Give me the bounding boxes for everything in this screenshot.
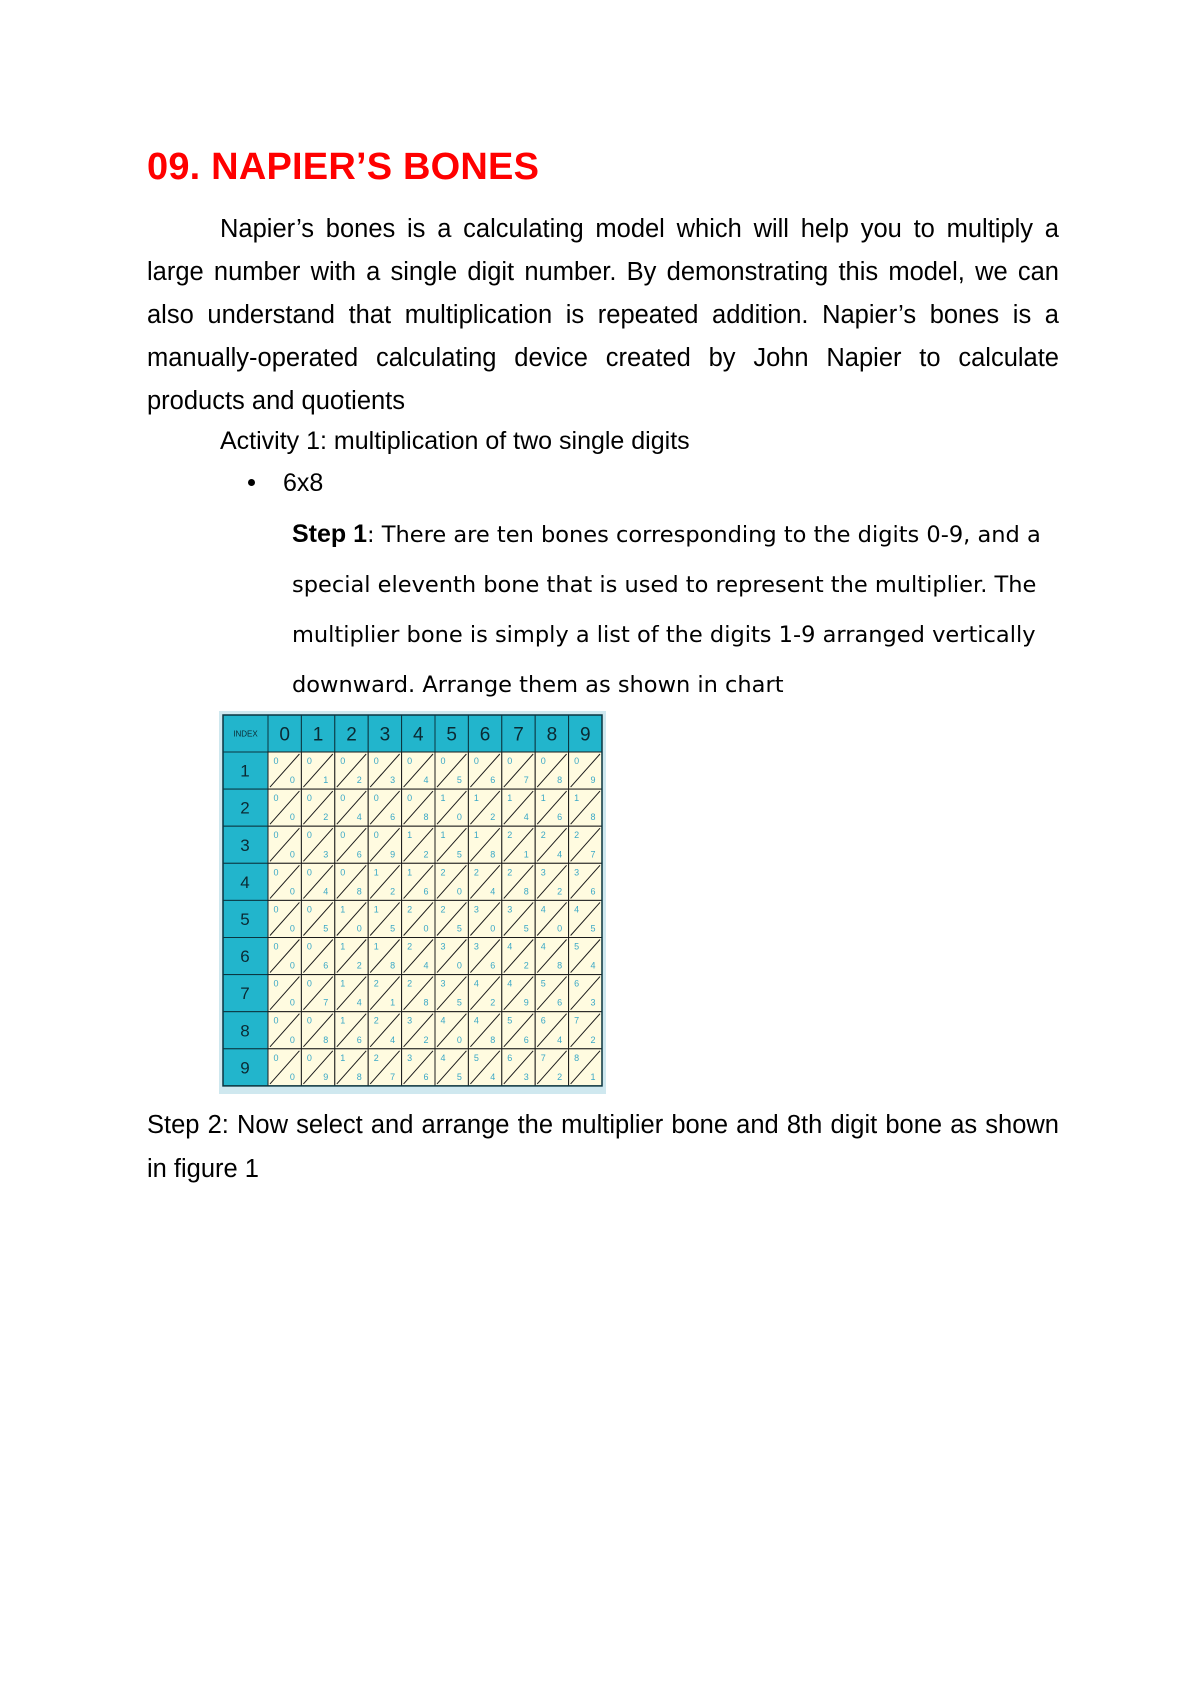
- bone-units-digit: 9: [323, 1071, 329, 1082]
- bone-tens-digit: 7: [540, 1052, 546, 1063]
- step2-paragraph: Step 2: Now select and arrange the multiplier bone and 8th digit bone as shown in figure 1: [147, 1111, 1059, 1183]
- bullet-item-text: 6x8: [283, 469, 324, 497]
- bone-units-digit: 1: [590, 1071, 596, 1082]
- intro-paragraph: Napier’s bones is a calculating model which will help you to multiply a large number with a single digit number. By demonstrating this model, we can also understand that multiplication is repeated addition. Napier’s bones is a manually-operated calculating device created by John Napier to calculate products and quotients: [147, 215, 1059, 415]
- bone-units-digit: 0: [289, 960, 295, 971]
- bone-units-digit: 6: [557, 812, 563, 823]
- bone-tens-digit: 8: [574, 1052, 580, 1063]
- bone-tens-digit: 0: [306, 756, 312, 766]
- bone-units-digit: 0: [423, 923, 429, 934]
- bone-tens-digit: 0: [306, 978, 312, 989]
- bone-units-digit: 6: [490, 960, 496, 971]
- bone-tens-digit: 0: [340, 830, 346, 841]
- bone-tens-digit: 2: [473, 867, 479, 878]
- bone-tens-digit: 0: [306, 904, 312, 915]
- bone-units-digit: 6: [490, 775, 496, 786]
- bone-units-digit: 6: [423, 886, 429, 897]
- bone-tens-digit: 0: [373, 756, 379, 766]
- bone-tens-digit: 0: [306, 941, 312, 952]
- bone-units-digit: 0: [456, 1034, 462, 1045]
- column-header-label: 1: [312, 724, 324, 746]
- bone-units-digit: 5: [456, 923, 462, 934]
- bone-units-digit: 4: [490, 886, 496, 897]
- bone-units-digit: 0: [289, 997, 295, 1008]
- bone-tens-digit: 1: [574, 793, 580, 804]
- column-header-label: 3: [379, 724, 391, 746]
- bone-units-digit: 0: [289, 849, 295, 860]
- bone-units-digit: 2: [490, 812, 496, 823]
- bone-units-digit: 2: [323, 812, 329, 823]
- bone-units-digit: 0: [289, 923, 295, 934]
- bone-tens-digit: 0: [340, 793, 346, 804]
- bone-units-digit: 4: [557, 1034, 563, 1045]
- bone-units-digit: 4: [323, 886, 329, 897]
- bone-tens-digit: 0: [373, 830, 379, 841]
- bone-tens-digit: 1: [507, 793, 513, 804]
- bone-units-digit: 6: [323, 960, 329, 971]
- bone-units-digit: 4: [356, 997, 362, 1008]
- bone-units-digit: 5: [523, 923, 529, 934]
- bullet-item: [248, 466, 323, 500]
- bone-units-digit: 5: [323, 923, 329, 934]
- bone-tens-digit: 1: [373, 867, 379, 878]
- step1-paragraph: [292, 509, 1059, 710]
- bone-units-digit: 6: [390, 812, 396, 823]
- bone-tens-digit: 2: [373, 978, 379, 989]
- bone-tens-digit: 1: [373, 941, 379, 952]
- bone-tens-digit: 4: [507, 941, 513, 952]
- bone-tens-digit: 2: [407, 941, 413, 952]
- bone-tens-digit: 1: [407, 867, 413, 878]
- column-header-label: 5: [446, 724, 457, 746]
- bone-tens-digit: 1: [407, 830, 413, 841]
- bone-units-digit: 8: [557, 960, 563, 971]
- bone-units-digit: 8: [356, 886, 362, 897]
- bone-units-digit: 4: [390, 1034, 396, 1045]
- bone-units-digit: 4: [490, 1071, 496, 1082]
- bullet-icon: [248, 479, 255, 486]
- column-header-label: 7: [513, 724, 524, 746]
- bone-units-digit: 6: [590, 886, 596, 897]
- bone-units-digit: 5: [456, 997, 462, 1008]
- bone-tens-digit: 0: [407, 793, 413, 804]
- page-title: 09. NAPIER’S BONES: [147, 146, 540, 188]
- bone-units-digit: 8: [490, 849, 496, 860]
- bone-tens-digit: 2: [407, 978, 413, 989]
- bone-units-digit: 0: [456, 886, 462, 897]
- bone-tens-digit: 4: [507, 978, 513, 989]
- napier-bones-svg: [219, 711, 606, 1094]
- row-header-label: 8: [240, 1021, 250, 1041]
- row-header-label: 5: [240, 909, 250, 929]
- bone-tens-digit: 2: [507, 830, 513, 841]
- bone-tens-digit: 5: [574, 941, 580, 952]
- bone-units-digit: 4: [523, 812, 529, 823]
- bone-tens-digit: 2: [507, 867, 513, 878]
- bone-units-digit: 0: [289, 775, 295, 786]
- bone-units-digit: 3: [323, 849, 329, 860]
- bone-tens-digit: 0: [273, 978, 279, 989]
- row-header-label: 9: [240, 1058, 250, 1078]
- bone-tens-digit: 6: [574, 978, 580, 989]
- bone-tens-digit: 0: [306, 1052, 312, 1063]
- bone-units-digit: 0: [289, 886, 295, 897]
- bone-tens-digit: 0: [473, 756, 479, 766]
- row-header-label: 4: [240, 872, 250, 892]
- bone-tens-digit: 0: [574, 756, 580, 766]
- bone-units-digit: 8: [590, 812, 596, 823]
- bone-tens-digit: 4: [540, 941, 546, 952]
- bone-units-digit: 5: [456, 849, 462, 860]
- bone-tens-digit: 0: [273, 830, 279, 841]
- bone-units-digit: 8: [423, 812, 429, 823]
- bone-units-digit: 2: [490, 997, 496, 1008]
- bone-tens-digit: 1: [340, 1015, 346, 1026]
- bone-tens-digit: 5: [507, 1015, 513, 1026]
- bone-units-digit: 2: [423, 849, 429, 860]
- bone-units-digit: 0: [456, 960, 462, 971]
- bone-tens-digit: 6: [507, 1052, 513, 1063]
- bone-tens-digit: 3: [407, 1052, 413, 1063]
- bone-tens-digit: 5: [540, 978, 546, 989]
- bone-tens-digit: 0: [507, 756, 513, 766]
- bone-units-digit: 8: [490, 1034, 496, 1045]
- bone-units-digit: 4: [423, 775, 429, 786]
- bone-tens-digit: 1: [373, 904, 379, 915]
- bone-tens-digit: 3: [440, 941, 446, 952]
- bone-units-digit: 2: [423, 1034, 429, 1045]
- bone-units-digit: 2: [356, 960, 362, 971]
- bone-tens-digit: 2: [373, 1015, 379, 1026]
- bone-units-digit: 1: [323, 775, 329, 786]
- bone-tens-digit: 0: [340, 756, 346, 766]
- bone-units-digit: 1: [390, 997, 396, 1008]
- bone-units-digit: 0: [557, 923, 563, 934]
- bone-tens-digit: 1: [340, 941, 346, 952]
- bone-tens-digit: 0: [306, 793, 312, 804]
- bone-tens-digit: 2: [440, 867, 446, 878]
- bone-units-digit: 9: [390, 849, 396, 860]
- bone-tens-digit: 6: [540, 1015, 546, 1026]
- bone-tens-digit: 1: [473, 793, 479, 804]
- column-header-label: 2: [346, 724, 357, 746]
- bone-tens-digit: 1: [340, 904, 346, 915]
- bone-tens-digit: 0: [373, 793, 379, 804]
- bone-tens-digit: 4: [473, 978, 479, 989]
- step1-label: Step 1: [292, 520, 368, 548]
- row-header-label: 1: [240, 761, 250, 781]
- step1-text: : There are ten bones corresponding to the digits 0-9, and a special eleventh bone that is used to represent the multiplier. The multiplier bone is simply a list of the digits 1-9 arranged vertically downward. Arrange them as shown in chart: [292, 522, 1041, 698]
- bone-tens-digit: 3: [473, 904, 479, 915]
- bone-tens-digit: 0: [540, 756, 546, 766]
- bone-units-digit: 6: [423, 1071, 429, 1082]
- activity-heading: Activity 1: multiplication of two single digits: [220, 427, 690, 455]
- bone-tens-digit: 3: [440, 978, 446, 989]
- bone-units-digit: 0: [289, 812, 295, 823]
- bone-units-digit: 8: [356, 1071, 362, 1082]
- bone-units-digit: 0: [289, 1034, 295, 1045]
- bone-units-digit: 8: [523, 886, 529, 897]
- bone-units-digit: 2: [557, 1071, 563, 1082]
- column-header-label: 9: [580, 724, 591, 746]
- bone-tens-digit: 0: [407, 756, 413, 766]
- column-header-label: 4: [413, 724, 424, 746]
- row-header-label: 2: [240, 798, 250, 818]
- bone-units-digit: 9: [523, 997, 529, 1008]
- bone-tens-digit: 0: [440, 756, 446, 766]
- bone-units-digit: 1: [523, 849, 529, 860]
- bone-tens-digit: 5: [473, 1052, 479, 1063]
- bone-units-digit: 3: [390, 775, 396, 786]
- bone-tens-digit: 7: [574, 1015, 580, 1026]
- bone-units-digit: 5: [590, 923, 596, 934]
- bone-units-digit: 2: [356, 775, 362, 786]
- bone-tens-digit: 3: [473, 941, 479, 952]
- bone-tens-digit: 0: [273, 904, 279, 915]
- bone-tens-digit: 0: [273, 941, 279, 952]
- bone-tens-digit: 1: [340, 978, 346, 989]
- bone-units-digit: 7: [390, 1071, 396, 1082]
- bone-units-digit: 8: [390, 960, 396, 971]
- column-header-label: 6: [479, 724, 491, 746]
- bone-tens-digit: 1: [440, 793, 446, 804]
- bone-units-digit: 3: [590, 997, 596, 1008]
- bone-tens-digit: 2: [574, 830, 580, 841]
- bone-tens-digit: 4: [473, 1015, 479, 1026]
- bone-tens-digit: 0: [273, 867, 279, 878]
- bone-units-digit: 8: [423, 997, 429, 1008]
- bone-tens-digit: 2: [373, 1052, 379, 1063]
- bone-tens-digit: 0: [273, 756, 279, 766]
- bone-tens-digit: 2: [407, 904, 413, 915]
- row-header-label: 3: [240, 835, 250, 855]
- bone-tens-digit: 2: [540, 830, 546, 841]
- bone-units-digit: 8: [557, 775, 563, 786]
- bone-units-digit: 7: [323, 997, 329, 1008]
- bone-units-digit: 4: [423, 960, 429, 971]
- bone-tens-digit: 2: [440, 904, 446, 915]
- bone-tens-digit: 3: [407, 1015, 413, 1026]
- index-header-label: INDEX: [233, 729, 258, 739]
- bone-units-digit: 4: [590, 960, 596, 971]
- bone-tens-digit: 3: [507, 904, 513, 915]
- bone-units-digit: 7: [590, 849, 596, 860]
- bone-tens-digit: 1: [340, 1052, 346, 1063]
- bone-tens-digit: 1: [440, 830, 446, 841]
- bone-tens-digit: 4: [574, 904, 580, 915]
- bone-tens-digit: 4: [440, 1015, 446, 1026]
- bone-units-digit: 6: [523, 1034, 529, 1045]
- bone-units-digit: 8: [323, 1034, 329, 1045]
- bone-units-digit: 0: [490, 923, 496, 934]
- bone-units-digit: 2: [523, 960, 529, 971]
- bone-tens-digit: 0: [306, 1015, 312, 1026]
- bone-tens-digit: 1: [473, 830, 479, 841]
- bone-units-digit: 4: [557, 849, 563, 860]
- bone-units-digit: 7: [523, 775, 529, 786]
- bone-units-digit: 4: [356, 812, 362, 823]
- bone-units-digit: 3: [523, 1071, 529, 1082]
- bone-tens-digit: 0: [273, 1015, 279, 1026]
- bone-tens-digit: 3: [540, 867, 546, 878]
- bone-tens-digit: 0: [306, 830, 312, 841]
- napier-bones-chart: [219, 711, 606, 1094]
- bone-units-digit: 5: [456, 775, 462, 786]
- bone-units-digit: 6: [356, 1034, 362, 1045]
- bone-units-digit: 5: [456, 1071, 462, 1082]
- row-header-label: 6: [240, 947, 250, 967]
- bone-units-digit: 2: [390, 886, 396, 897]
- bone-units-digit: 2: [557, 886, 563, 897]
- bone-tens-digit: 4: [540, 904, 546, 915]
- bone-units-digit: 6: [356, 849, 362, 860]
- bone-tens-digit: 3: [574, 867, 580, 878]
- bone-tens-digit: 0: [273, 793, 279, 804]
- bone-tens-digit: 0: [306, 867, 312, 878]
- column-header-label: 0: [279, 724, 290, 746]
- bone-tens-digit: 0: [273, 1052, 279, 1063]
- bone-tens-digit: 4: [440, 1052, 446, 1063]
- bone-tens-digit: 0: [340, 867, 346, 878]
- bone-units-digit: 2: [590, 1034, 596, 1045]
- row-header-label: 7: [240, 984, 250, 1004]
- bone-tens-digit: 1: [540, 793, 546, 804]
- bone-units-digit: 9: [590, 775, 596, 786]
- bone-units-digit: 0: [289, 1071, 295, 1082]
- bone-units-digit: 0: [456, 812, 462, 823]
- column-header-label: 8: [546, 724, 558, 746]
- bone-units-digit: 5: [390, 923, 396, 934]
- bone-units-digit: 6: [557, 997, 563, 1008]
- bone-units-digit: 0: [356, 923, 362, 934]
